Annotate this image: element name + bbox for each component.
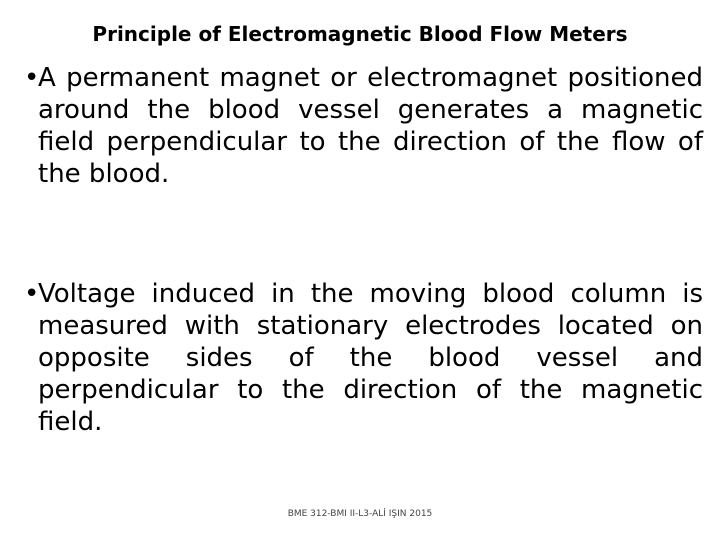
bullet-text: Voltage induced in the moving blood column is measured with stationary electrodes located on opposite sides of the blood vessel and perpendicular to the direction of the magnetic field.	[38, 279, 703, 437]
bullet-text: A permanent magnet or electromagnet positioned around the blood vessel generates a magnetic field perpendicular to the direction of the flow of the blood.	[38, 63, 703, 189]
bullet-marker-icon: •	[24, 63, 40, 93]
slide-title: Principle of Electromagnetic Blood Flow Meters	[92, 22, 628, 46]
bullet-marker-icon: •	[24, 279, 40, 309]
slide-footer: BME 312-BMI II-L3-ALİ IŞIN 2015	[287, 509, 433, 519]
